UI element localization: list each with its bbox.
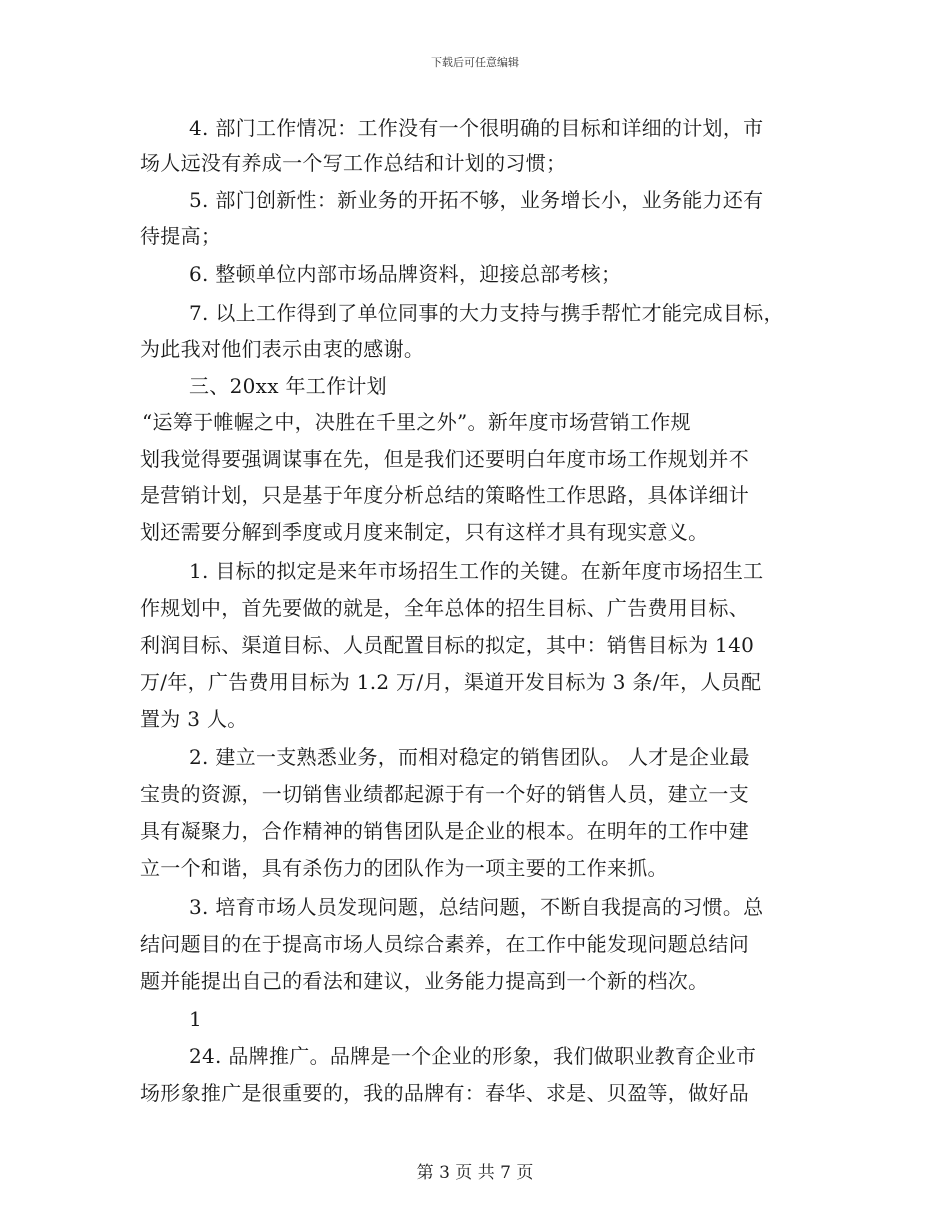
paragraph-line: 场形象推广是很重要的，我的品牌有：春华、求是、贝盈等，做好品 (140, 1081, 749, 1105)
paragraph-line: 置为 3 人。 (140, 707, 248, 731)
paragraph-line: 划我觉得要强调谋事在先，但是我们还要明白年度市场工作规划并不 (140, 447, 749, 471)
paragraph-line: 7. 以上工作得到了单位同事的大力支持与携手帮忙才能完成目标， (189, 301, 784, 325)
paragraph-line: 利润目标、渠道目标、人员配置目标的拟定，其中：销售目标为 140 (140, 633, 755, 657)
paragraph-line: 题并能提出自己的看法和建议，业务能力提高到一个新的档次。 (140, 969, 709, 993)
paragraph-line: 作规划中，首先要做的就是，全年总体的招生目标、广告费用目标、 (140, 596, 749, 620)
paragraph-line: 万/年，广告费用目标为 1.2 万/月，渠道开发目标为 3 条/年，人员配 (140, 670, 762, 694)
paragraph-line: 划还需要分解到季度或月度来制定，只有这样才具有现实意义。 (140, 520, 709, 544)
stray-number: 1 (189, 1007, 203, 1031)
paragraph-line: 宝贵的资源，一切销售业绩都起源于有一个好的销售人员，建立一支 (140, 782, 749, 806)
paragraph-line: 6. 整顿单位内部市场品牌资料，迎接总部考核； (189, 262, 622, 286)
paragraph-line: 2. 建立一支熟悉业务，而相对稳定的销售团队。 人才是企业最 (189, 745, 750, 769)
paragraph-line: 24. 品牌推广。品牌是一个企业的形象，我们做职业教育企业市 (189, 1044, 757, 1068)
paragraph-line: 3. 培育市场人员发现问题，总结问题，不断自我提高的习惯。总 (189, 895, 764, 919)
paragraph-line: 5. 部门创新性：新业务的开拓不够，业务增长小，业务能力还有 (189, 188, 764, 212)
paragraph-line: 是营销计划，只是基于年度分析总结的策略性工作思路，具体详细计 (140, 483, 749, 507)
paragraph-line: 为此我对他们表示由衷的感谢。 (140, 337, 425, 361)
paragraph-line: 具有凝聚力，合作精神的销售团队是企业的根本。在明年的工作中建 (140, 819, 749, 843)
paragraph-line: 1. 目标的拟定是来年市场招生工作的关键。在新年度市场招生工 (189, 559, 764, 583)
paragraph-line: 结问题目的在于提高市场人员综合素养，在工作中能发现问题总结问 (140, 932, 749, 956)
paragraph-line: “运筹于帷幄之中，决胜在千里之外”。新年度市场营销工作规 (142, 410, 691, 434)
page-footer: 第 3 页 共 7 页 (416, 1163, 534, 1183)
paragraph-line: 4. 部门工作情况：工作没有一个很明确的目标和详细的计划，市 (189, 116, 764, 140)
paragraph-line: 场人远没有养成一个写工作总结和计划的习惯； (140, 151, 567, 175)
page-header: 下载后可任意编辑 (431, 56, 519, 69)
section-heading: 三、20xx 年工作计划 (189, 374, 387, 398)
paragraph-line: 待提高； (140, 224, 222, 248)
paragraph-line: 立一个和谐，具有杀伤力的团队作为一项主要的工作来抓。 (140, 856, 668, 880)
